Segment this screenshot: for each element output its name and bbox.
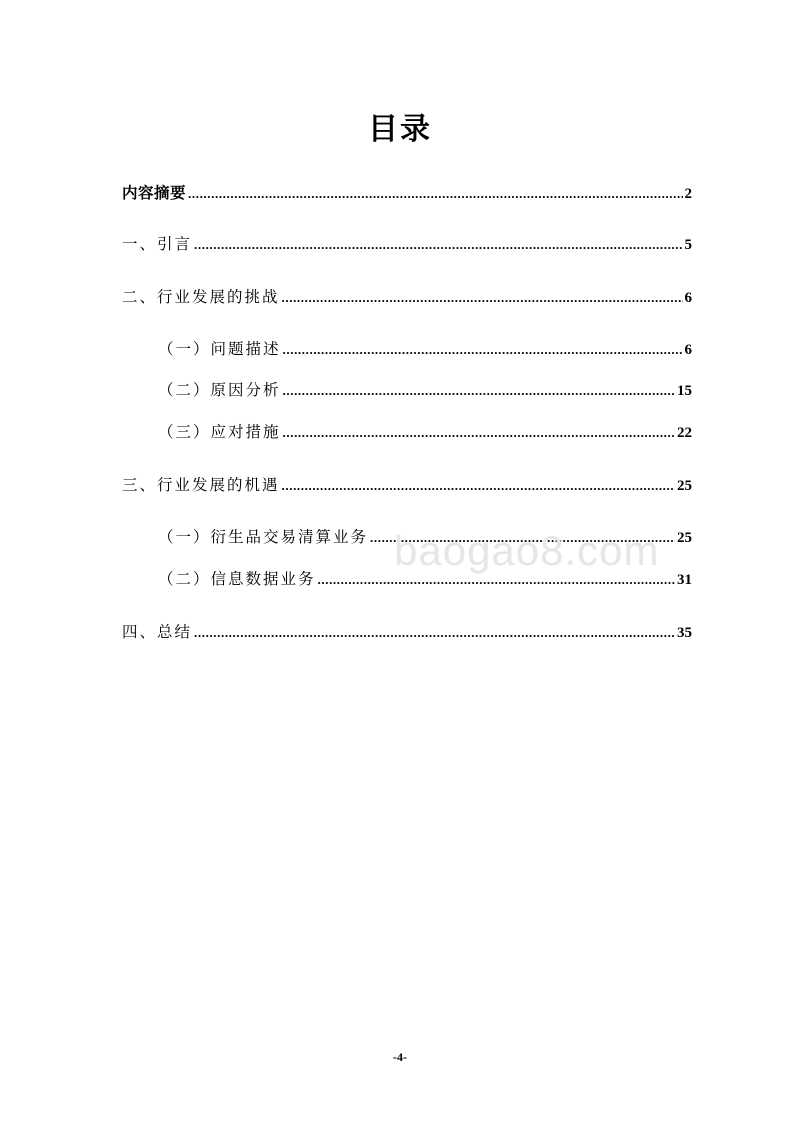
toc-page-number: 25 [677, 478, 692, 494]
toc-entry-label: （二）信息数据业务 [158, 570, 316, 588]
toc-page-number: 25 [677, 530, 692, 546]
toc-page-number: 31 [677, 572, 692, 588]
toc-entry-challenges[interactable] [122, 285, 692, 309]
toc-leader-dots [283, 379, 675, 403]
toc-entry-label: （二）原因分析 [158, 381, 281, 399]
toc-entry-label: 四、总结 [122, 623, 193, 641]
toc-leader-dots [318, 568, 675, 592]
toc-leader-dots [194, 233, 682, 257]
toc-page-number: 22 [677, 425, 692, 441]
toc-entry-opportunities[interactable] [122, 473, 692, 497]
toc-entry-label: 内容摘要 [122, 183, 187, 202]
toc-page-number: 5 [684, 237, 692, 253]
toc-leader-dots [283, 421, 675, 445]
toc-leader-dots [370, 526, 675, 550]
toc-leader-dots [282, 286, 683, 310]
toc-page-number: 35 [677, 625, 692, 641]
toc-entry-derivatives-clearing[interactable] [158, 525, 692, 549]
toc-entry-label: （一）问题描述 [158, 340, 281, 358]
toc-entry-problem-description[interactable] [158, 337, 692, 361]
toc-entry-label: （三）应对措施 [158, 423, 281, 441]
toc-page-number: 6 [684, 342, 692, 358]
toc-entry-cause-analysis[interactable] [158, 378, 692, 402]
toc-page-number: 15 [677, 383, 692, 399]
toc-leader-dots [283, 338, 683, 362]
toc-entry-abstract[interactable] [122, 181, 692, 205]
toc-entry-label: （一）衍生品交易清算业务 [158, 528, 369, 546]
toc-entry-introduction[interactable] [122, 232, 692, 256]
toc-page-number: 6 [684, 290, 692, 306]
toc-entry-label: 二、行业发展的挑战 [122, 288, 280, 306]
toc-title: 目录 [368, 112, 432, 147]
page-footer-number: -4- [393, 1050, 407, 1064]
toc-leader-dots [282, 474, 675, 498]
toc-page-number: 2 [684, 186, 692, 202]
watermark: baogao8.com [394, 527, 660, 574]
toc-entry-label: 一、引言 [122, 235, 193, 253]
toc-entry-label: 三、行业发展的机遇 [122, 476, 280, 494]
toc-leader-dots [188, 182, 682, 206]
toc-entry-summary[interactable] [122, 620, 692, 644]
toc-leader-dots [194, 621, 675, 645]
toc-entry-information-data[interactable] [158, 567, 692, 591]
toc-entry-countermeasures[interactable] [158, 420, 692, 444]
